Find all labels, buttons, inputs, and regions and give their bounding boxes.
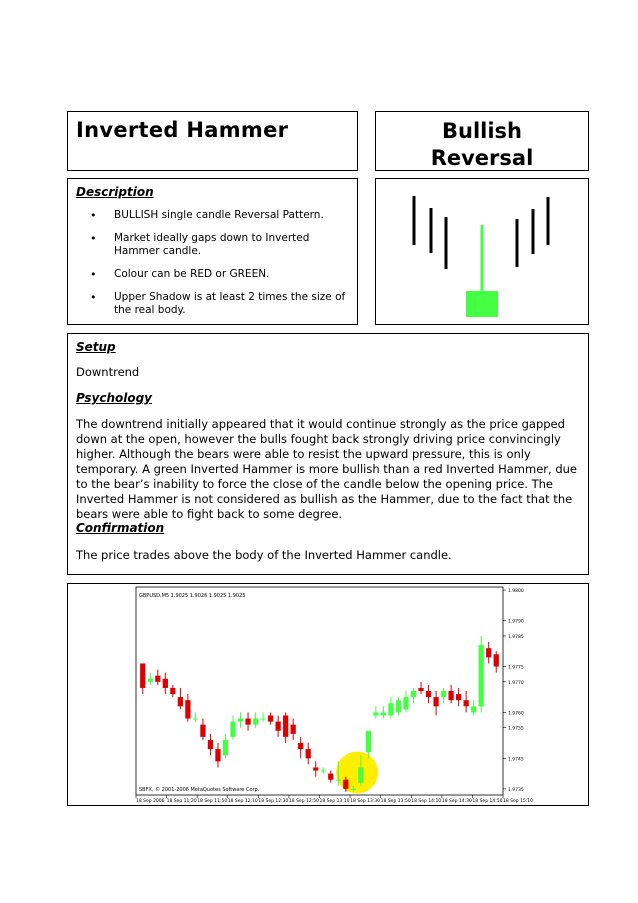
candle-body [268,715,273,721]
price-chart-box [67,583,589,806]
x-tick-label: 18 Sep 2006 [136,799,165,804]
candle-body [456,694,461,700]
description-box [67,178,358,325]
description-bullet: • Market ideally gaps down to Inverted Hammer candle. [90,232,310,257]
candle-body [170,688,175,694]
candle-body [178,697,183,706]
x-tick-label: 18 Sep 13:30 [350,799,381,804]
candle-body [291,725,296,734]
setup-text: Downtrend [76,365,140,379]
confirmation-heading: Confirmation [76,521,165,535]
candle-body [388,703,393,715]
x-tick-label: 18 Sep 11:50 [197,799,228,804]
inverted-hammer-body [466,291,498,317]
candle-body [396,700,401,712]
confirmation-text: The price trades above the body of the Inverted Hammer candle. [76,548,452,562]
y-tick-label: 1.9800 [508,589,524,595]
title-box [67,111,358,171]
y-tick-label: 1.9735 [508,787,524,793]
candle-body [193,719,198,720]
y-tick-label: 1.9755 [508,726,524,732]
chart-footer: SBFX, © 2001-2006 MetaQuotes Software Corp. [139,787,260,793]
candle-body [426,691,431,697]
candle-body [238,719,243,722]
candle-body [298,743,303,749]
description-bullet: • Upper Shadow is at least 2 times the size of the real body. [90,291,346,316]
reversal-label [376,118,588,172]
x-tick-label: 18 Sep 12:50 [288,799,319,804]
candle-body [448,691,453,700]
candle-body [260,719,265,720]
candle-body [223,740,228,755]
reversal-line1: Bullish [441,119,522,143]
candle-body [366,731,371,752]
y-tick-label: 1.9790 [508,619,524,625]
highlight-circle [336,752,378,794]
candle-body [148,679,153,682]
pattern-diagram [376,179,588,324]
x-tick-label: 18 Sep 13:10 [319,799,350,804]
candle-body [140,663,145,687]
description-bullet: • BULLISH single candle Reversal Pattern. [90,209,324,222]
candle-body [185,700,190,718]
pattern-diagram-box [375,178,589,325]
candle-body [336,780,341,781]
x-tick-label: 18 Sep 13:50 [380,799,411,804]
candle-body [155,676,160,682]
pattern-title: Inverted Hammer [76,118,289,142]
y-axis [503,588,524,793]
candle-body [276,722,281,731]
y-tick-label: 1.9770 [508,680,524,686]
y-tick-label: 1.9775 [508,665,524,671]
explanation-box [67,333,589,575]
candle-body [321,771,326,772]
x-tick-label: 18 Sep 14:10 [411,799,442,804]
candle-body [200,725,205,737]
reversal-line2: Reversal [430,146,534,170]
candle-body [441,691,446,697]
candle-body [411,691,416,697]
candle-body [471,706,476,712]
candle-body [358,767,363,782]
price-chart [68,584,588,805]
candle-body [343,780,348,789]
candle-body [245,719,250,725]
x-tick-label: 18 Sep 12:30 [258,799,289,804]
x-tick-label: 18 Sep 14:50 [472,799,503,804]
x-tick-label: 18 Sep 15:10 [503,799,534,804]
candle-body [215,749,220,761]
description-heading: Description [76,185,154,199]
x-axis [136,795,533,804]
candle-body [283,715,288,736]
candle-body [494,654,499,666]
highlight-layer [336,752,378,794]
reversal-box [375,111,589,171]
candle-body [163,679,168,688]
description-list [90,209,350,327]
chart-plot-area [136,587,503,795]
setup-heading: Setup [76,340,116,354]
candle-body [253,719,258,725]
candle-body [313,767,318,770]
candle-body [351,789,356,790]
y-tick-label: 1.9760 [508,711,524,717]
chart-header: GBPUSD,M5 1.9025 1.9026 1.9025 1.9025 [139,593,246,599]
x-tick-label: 18 Sep 12:10 [227,799,258,804]
y-tick-label: 1.9745 [508,757,524,763]
candle-body [464,700,469,706]
candle-body [381,712,386,715]
candle-body [328,774,333,780]
candle-body [230,722,235,737]
candle-body [418,688,423,691]
y-tick-label: 1.9785 [508,634,524,640]
x-tick-label: 18 Sep 11:20 [166,799,197,804]
candle-body [208,740,213,749]
candle-body [479,645,484,706]
candle-body [373,712,378,715]
psychology-heading: Psychology [76,391,153,405]
candle-body [486,648,491,657]
candle-body [403,697,408,709]
candle-body [306,749,311,758]
x-tick-label: 18 Sep 14:30 [441,799,472,804]
description-bullet: • Colour can be RED or GREEN. [90,268,270,281]
candle-body [433,697,438,706]
psychology-text: The downtrend initially appeared that it would continue strongly as the price gapped down at the open, however the bulls fought back strongly driving price convincingly higher. Although the bears were able to resist the upward pressure, this is only temporary. A green Inverted Hammer is more bullish than a red Inverted Hammer, due to the bear’s inability to force the close of the candle below the opening price. The Inverted Hammer is not considered as bullish as the Hammer, due to the fact that the bears were able to fight back to some degree. [76,417,577,521]
